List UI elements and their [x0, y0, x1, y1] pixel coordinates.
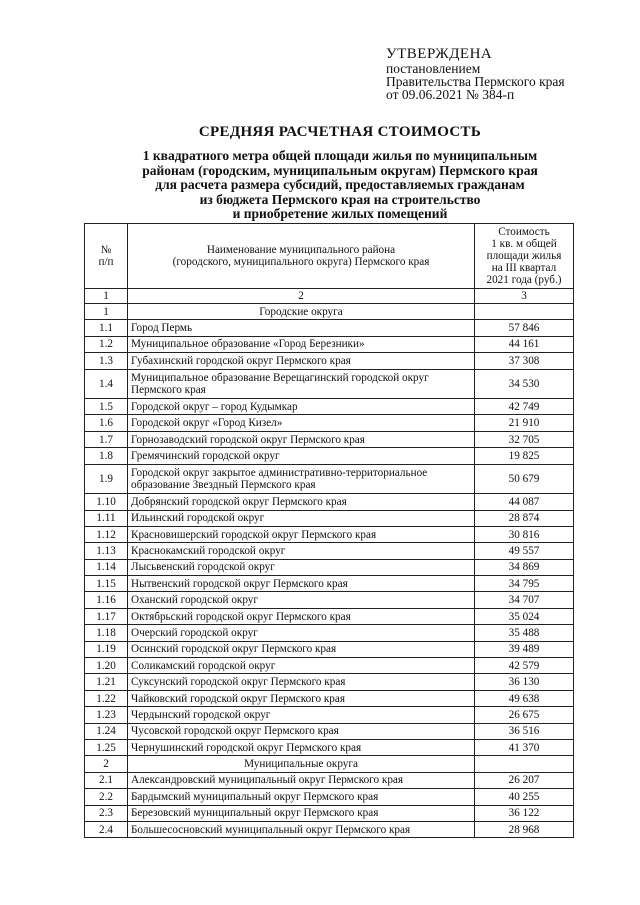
row-value: 35 024 — [475, 608, 574, 624]
row-num: 1.22 — [85, 690, 128, 706]
row-name: Чердынский городской округ — [128, 707, 475, 723]
header-name-line: Наименование муниципального района — [206, 244, 396, 256]
column-index: 3 — [475, 289, 574, 304]
row-value: 34 869 — [475, 559, 574, 575]
row-num: 1.12 — [85, 526, 128, 542]
table-row — [85, 739, 574, 755]
row-value: 34 707 — [475, 592, 574, 608]
row-num: 1.15 — [85, 576, 128, 592]
table-row — [85, 608, 574, 624]
row-value: 41 370 — [475, 739, 574, 755]
row-num: 1.3 — [85, 353, 128, 369]
approval-line: от 09.06.2021 № 384-п — [386, 87, 515, 102]
row-num: 1.4 — [85, 369, 128, 399]
row-num: 1 — [85, 304, 128, 320]
table-row — [85, 690, 574, 706]
row-num: 1.20 — [85, 658, 128, 674]
header-num-line: № — [100, 244, 112, 256]
row-value: 28 874 — [475, 510, 574, 526]
row-name: Октябрьский городской округ Пермского края — [128, 608, 475, 624]
table-row — [85, 674, 574, 690]
subtitle-line: 1 квадратного метра общей площади жилья по муниципальным — [142, 148, 538, 163]
table-row — [85, 789, 574, 805]
row-name: Лысьвенский городской округ — [128, 559, 475, 575]
header-cost-line: площади жилья — [486, 250, 562, 262]
table-row — [85, 821, 574, 837]
row-name: Александровский муниципальный округ Пермского края — [128, 772, 475, 788]
row-name: Горнозаводский городской округ Пермского края — [128, 431, 475, 447]
row-value: 19 825 — [475, 448, 574, 464]
row-name: Бардымский муниципальный округ Пермского края — [128, 789, 475, 805]
header-name — [128, 224, 475, 289]
header-num-line: п/п — [98, 256, 114, 268]
column-index: 1 — [85, 289, 128, 304]
table-row — [85, 723, 574, 739]
row-num: 1.11 — [85, 510, 128, 526]
row-name: Чайковский городской округ Пермского края — [128, 690, 475, 706]
header-name-line: (городского, муниципального округа) Пермского края — [172, 256, 430, 268]
row-name: Осинский городской округ Пермского края — [128, 641, 475, 657]
row-num: 1.24 — [85, 723, 128, 739]
row-value: 32 705 — [475, 431, 574, 447]
table-row — [85, 369, 574, 399]
row-num: 1.7 — [85, 431, 128, 447]
row-name: Красновишерский городской округ Пермского края — [128, 526, 475, 542]
row-name: Муниципальное образование «Город Березники» — [128, 336, 475, 352]
header-cost-line: 1 кв. м общей — [491, 238, 557, 250]
row-name: Городской округ – город Кудымкар — [128, 399, 475, 415]
row-name: Березовский муниципальный округ Пермского края — [128, 805, 475, 821]
header-num — [85, 224, 128, 289]
row-num: 1.18 — [85, 625, 128, 641]
table-row — [85, 526, 574, 542]
row-value: 49 557 — [475, 543, 574, 559]
title-main: СРЕДНЯЯ РАСЧЕТНАЯ СТОИМОСТЬ — [198, 124, 482, 140]
table-body — [85, 304, 574, 838]
row-name: Добрянский городской округ Пермского края — [128, 494, 475, 510]
approval-line: Правительства Пермского края — [386, 74, 565, 89]
row-value: 40 255 — [475, 789, 574, 805]
row-value: 50 679 — [475, 464, 574, 494]
row-num: 2 — [85, 756, 128, 772]
title-subtitle — [60, 149, 620, 222]
row-num: 1.6 — [85, 415, 128, 431]
subtitle-line: из бюджета Пермского края на строительство — [199, 191, 481, 207]
approval-heading: УТВЕРЖДЕНА — [386, 46, 493, 62]
row-num: 1.17 — [85, 608, 128, 624]
row-name: Городской округ «Город Кизел» — [128, 415, 475, 431]
row-value: 21 910 — [475, 415, 574, 431]
row-name: Городской округ закрытое административно-территориальное образование Звездный Пермского края — [128, 464, 475, 494]
table-row — [85, 559, 574, 575]
row-num: 2.4 — [85, 821, 128, 837]
column-index: 2 — [128, 289, 475, 304]
row-value: 26 207 — [475, 772, 574, 788]
table-row — [85, 448, 574, 464]
row-value: 34 795 — [475, 576, 574, 592]
row-name: Ильинский городской округ — [128, 510, 475, 526]
table-row — [85, 336, 574, 352]
row-value: 49 638 — [475, 690, 574, 706]
row-num: 2.3 — [85, 805, 128, 821]
subtitle-line: районам (городским, муниципальным округам) Пермского края — [142, 162, 538, 178]
row-name: Городские округа — [128, 304, 475, 320]
table-row — [85, 464, 574, 494]
table-row — [85, 431, 574, 447]
section-row — [85, 756, 574, 772]
row-num: 1.5 — [85, 399, 128, 415]
row-num: 1.23 — [85, 707, 128, 723]
row-num: 2.1 — [85, 772, 128, 788]
row-num: 1.25 — [85, 739, 128, 755]
table-row — [85, 641, 574, 657]
row-num: 2.2 — [85, 789, 128, 805]
table-header-row — [85, 224, 574, 289]
row-value: 26 675 — [475, 707, 574, 723]
row-name: Чернушинский городской округ Пермского края — [128, 739, 475, 755]
header-cost-line: Стоимость — [498, 226, 550, 238]
row-name: Муниципальные округа — [128, 756, 475, 772]
header-cost-line: 2021 года (руб.) — [486, 274, 562, 286]
cost-table — [84, 223, 574, 838]
row-num: 1.1 — [85, 320, 128, 336]
row-name: Гремячинский городской округ — [128, 448, 475, 464]
header-cost — [475, 224, 574, 289]
table-row — [85, 805, 574, 821]
row-name: Соликамский городской округ — [128, 658, 475, 674]
row-name: Суксунский городской округ Пермского края — [128, 674, 475, 690]
table-row — [85, 592, 574, 608]
row-value: 44 087 — [475, 494, 574, 510]
table-row — [85, 658, 574, 674]
document-title — [60, 124, 620, 222]
table-row — [85, 494, 574, 510]
row-num: 1.19 — [85, 641, 128, 657]
row-value: 35 488 — [475, 625, 574, 641]
row-num: 1.10 — [85, 494, 128, 510]
table-row — [85, 399, 574, 415]
row-name: Оханский городской округ — [128, 592, 475, 608]
row-num: 1.13 — [85, 543, 128, 559]
table-row — [85, 707, 574, 723]
table-row — [85, 320, 574, 336]
table-row — [85, 510, 574, 526]
header-cost-line: на III квартал — [491, 262, 557, 274]
row-name: Большесосновский муниципальный округ Пермского края — [128, 821, 475, 837]
column-index-row — [85, 289, 574, 304]
row-value: 34 530 — [475, 369, 574, 399]
row-value: 36 130 — [475, 674, 574, 690]
row-value: 39 489 — [475, 641, 574, 657]
table-row — [85, 625, 574, 641]
row-name: Губахинский городской округ Пермского края — [128, 353, 475, 369]
row-value: 36 122 — [475, 805, 574, 821]
row-value: 44 161 — [475, 336, 574, 352]
approval-line: постановлением — [386, 61, 481, 76]
row-name: Чусовской городской округ Пермского края — [128, 723, 475, 739]
row-name: Очерский городской округ — [128, 625, 475, 641]
row-value: 42 749 — [475, 399, 574, 415]
row-value: 42 579 — [475, 658, 574, 674]
row-num: 1.16 — [85, 592, 128, 608]
table-row — [85, 772, 574, 788]
table-row — [85, 576, 574, 592]
row-num: 1.14 — [85, 559, 128, 575]
row-value: 36 516 — [475, 723, 574, 739]
row-value — [475, 756, 574, 772]
row-num: 1.21 — [85, 674, 128, 690]
row-value: 30 816 — [475, 526, 574, 542]
row-name: Муниципальное образование Верещагинский городской округ Пермского края — [128, 369, 475, 399]
row-name: Нытвенский городской округ Пермского края — [128, 576, 475, 592]
row-num: 1.2 — [85, 336, 128, 352]
row-value: 28 968 — [475, 821, 574, 837]
row-value: 57 846 — [475, 320, 574, 336]
row-num: 1.9 — [85, 464, 128, 494]
approval-stamp — [386, 46, 626, 101]
section-row — [85, 304, 574, 320]
subtitle-line: для расчета размера субсидий, предоставляемых гражданам — [155, 177, 525, 193]
row-name: Краснокамский городской округ — [128, 543, 475, 559]
subtitle-line: и приобретение жилых помещений — [232, 206, 448, 222]
table-row — [85, 353, 574, 369]
row-num: 1.8 — [85, 448, 128, 464]
row-value — [475, 304, 574, 320]
row-name: Город Пермь — [128, 320, 475, 336]
table-row — [85, 415, 574, 431]
row-value: 37 308 — [475, 353, 574, 369]
table-row — [85, 543, 574, 559]
